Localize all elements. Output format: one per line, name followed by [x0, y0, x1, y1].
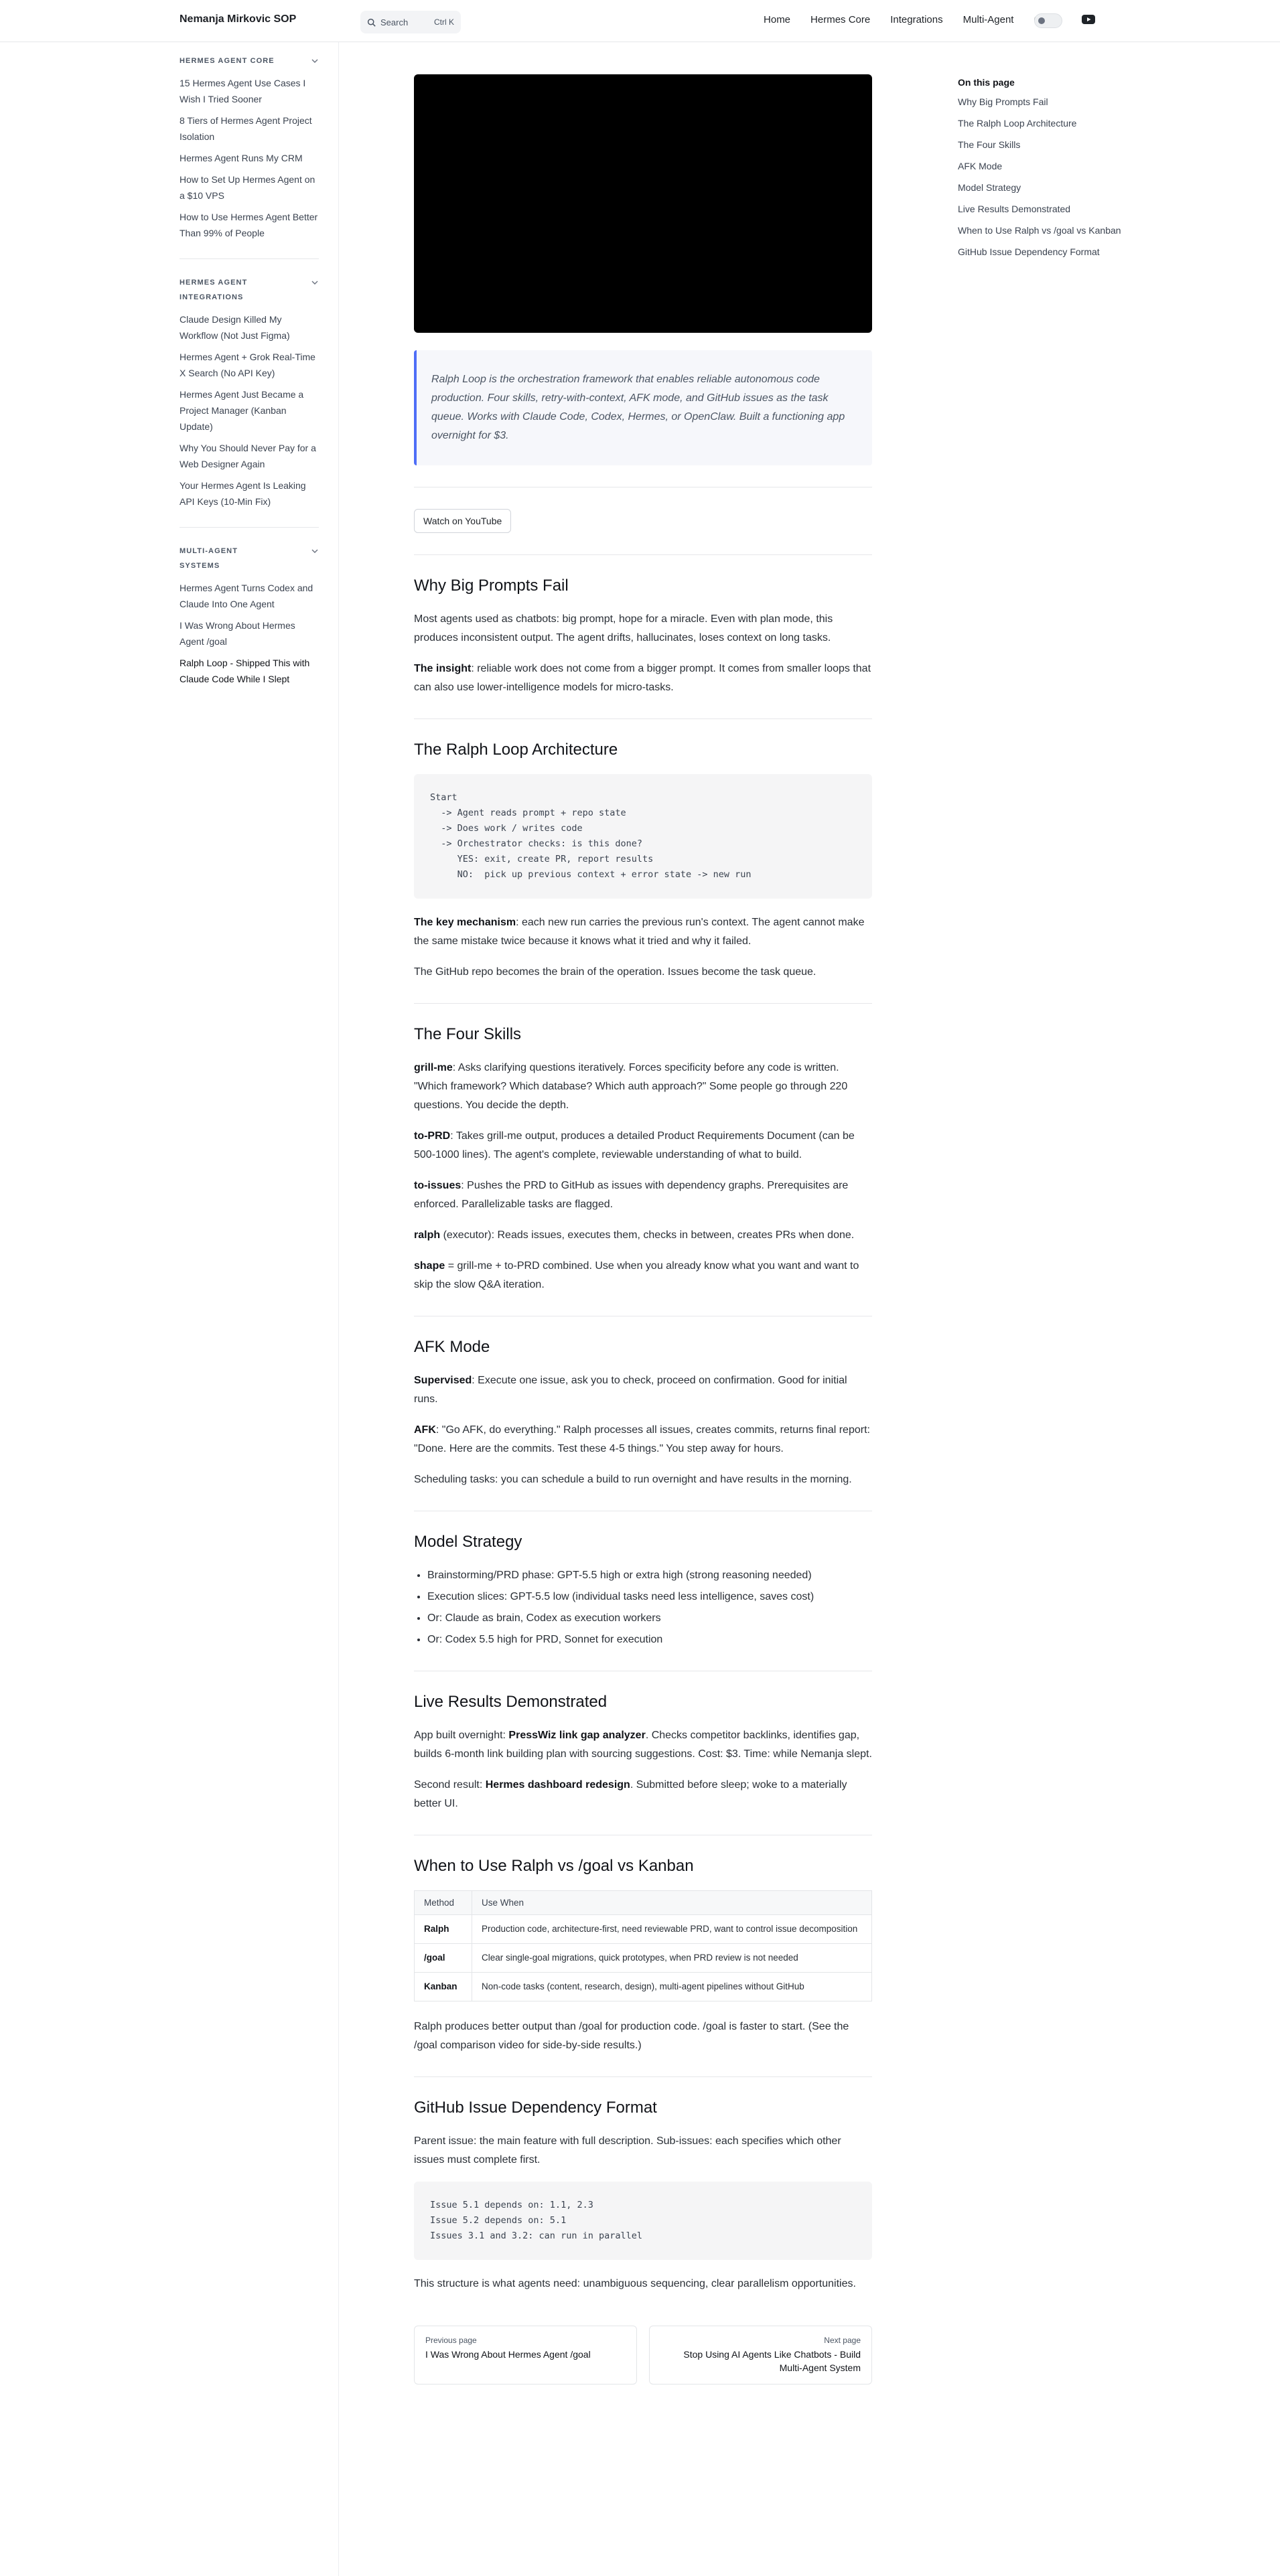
toc-item[interactable]: Why Big Prompts Fail [958, 96, 1048, 107]
page-navigation [414, 2326, 872, 2384]
sidebar-item[interactable]: Hermes Agent Turns Codex and Claude Into One Agent [180, 583, 313, 609]
sidebar-divider [338, 42, 339, 2576]
table-cell: Clear single-goal migrations, quick prototypes, when PRD review is not needed [472, 1944, 872, 1973]
sidebar-item[interactable]: 8 Tiers of Hermes Agent Project Isolation [180, 115, 312, 142]
nav-hermes-core[interactable]: Hermes Core [810, 14, 871, 25]
divider [414, 2076, 872, 2077]
bold-term: Supervised [414, 1375, 472, 1386]
sidebar-item[interactable]: How to Use Hermes Agent Better Than 99% of People [180, 212, 318, 238]
summary-callout: Ralph Loop is the orchestration framework that enables reliable autonomous code production. Four skills, retry-with-context, AFK mode, and GitHub issues as the task queue. Works with Claude Code, Codex, Hermes, or OpenClaw. Built a functioning app overnight for $3. [414, 350, 872, 465]
bold-term: The key mechanism [414, 917, 516, 928]
next-page-title: Stop Using AI Agents Like Chatbots - Build Multi-Agent System [683, 2349, 861, 2373]
paragraph [414, 1371, 872, 1409]
sidebar-item[interactable]: Hermes Agent + Grok Real-Time X Search (No API Key) [180, 352, 315, 378]
toc-title: On this page [958, 77, 1015, 88]
nav-integrations[interactable]: Integrations [890, 14, 943, 25]
previous-page-link[interactable] [414, 2326, 637, 2384]
sidebar-group-title: HERMES AGENT CORE [180, 57, 275, 65]
table-cell: Production code, architecture-first, need reviewable PRD, want to control issue decomposition [472, 1915, 872, 1944]
section-heading: The Four Skills [414, 1025, 522, 1043]
nav-multi-agent[interactable]: Multi-Agent [963, 14, 1014, 25]
next-page-label: Next page [824, 2336, 861, 2345]
toc-item[interactable]: GitHub Issue Dependency Format [958, 246, 1100, 257]
table-row [415, 1915, 872, 1944]
toc-item[interactable]: When to Use Ralph vs /goal vs Kanban [958, 225, 1121, 236]
sidebar-item[interactable]: Your Hermes Agent Is Leaking API Keys (10-Min Fix) [180, 480, 306, 507]
table-cell: /goal [415, 1944, 472, 1973]
paragraph [414, 1726, 872, 1764]
section-heading: The Ralph Loop Architecture [414, 741, 618, 759]
paragraph [414, 1226, 872, 1245]
next-page-link[interactable] [649, 2326, 872, 2384]
toc-item[interactable]: Model Strategy [958, 182, 1021, 193]
table-row [415, 1973, 872, 2001]
table-cell: Kanban [415, 1973, 472, 2001]
toc-item[interactable]: Live Results Demonstrated [958, 204, 1071, 214]
divider [414, 1003, 872, 1004]
paragraph [414, 913, 872, 951]
sidebar-item[interactable]: How to Set Up Hermes Agent on a $10 VPS [180, 174, 315, 201]
paragraph: Ralph produces better output than /goal for production code. /goal is faster to start. (See the /goal comparison video for side-by-side results.) [414, 2021, 849, 2051]
paragraph [414, 1127, 872, 1164]
section-heading: GitHub Issue Dependency Format [414, 2099, 657, 2117]
paragraph-text: : each new run carries the previous run's context. The agent cannot make the same mistake twice because it knows what it tried and why it failed. [414, 917, 865, 947]
youtube-icon[interactable] [1082, 14, 1095, 25]
sidebar-group-header[interactable] [180, 54, 319, 68]
sidebar-item[interactable]: I Was Wrong About Hermes Agent /goal [180, 620, 295, 647]
sidebar-group-header[interactable] [180, 544, 319, 573]
paragraph [414, 1177, 872, 1214]
watch-on-youtube-button[interactable]: Watch on YouTube [414, 509, 511, 533]
bold-term: ralph [414, 1229, 441, 1241]
nav-links [764, 14, 1059, 25]
toc-item[interactable]: The Ralph Loop Architecture [958, 118, 1077, 129]
paragraph-text: . Checks competitor backlinks, identifies gap, builds 6-month link building plan with sourcing suggestions. Cost: $3. Time: while Nemanja slept. [414, 1730, 872, 1760]
bold-term: Hermes dashboard redesign [485, 1779, 630, 1791]
paragraph: The GitHub repo becomes the brain of the operation. Issues become the task queue. [414, 966, 816, 978]
bold-term: to-PRD [414, 1130, 451, 1142]
section-heading: AFK Mode [414, 1338, 490, 1356]
paragraph-text: : "Go AFK, do everything." Ralph processes all issues, creates commits, returns final report: "Done. Here are the commits. Test these 4-5 things." You step away for hours. [414, 1424, 870, 1454]
section-heading: Live Results Demonstrated [414, 1693, 608, 1711]
section-heading: Model Strategy [414, 1533, 522, 1551]
paragraph-text: : Takes grill-me output, produces a detailed Product Requirements Document (can be 500-1000 lines). The agent's complete, reviewable understanding of what to build. [414, 1130, 855, 1160]
search-button[interactable] [360, 11, 461, 33]
paragraph-text: (executor): Reads issues, executes them, checks in between, creates PRs when done. [440, 1229, 855, 1241]
theme-toggle[interactable] [1034, 13, 1062, 28]
table-cell: Non-code tasks (content, research, design), multi-agent pipelines without GitHub [472, 1973, 872, 2001]
paragraph [414, 1421, 872, 1458]
paragraph-text: Second result: [414, 1779, 486, 1791]
table-header: Method [415, 1891, 472, 1915]
paragraph: Scheduling tasks: you can schedule a build to run overnight and have results in the morning. [414, 1474, 852, 1485]
code-block: Issue 5.1 depends on: 1.1, 2.3 Issue 5.2 depends on: 5.1 Issues 3.1 and 3.2: can run in parallel [414, 2182, 872, 2260]
video-embed[interactable] [414, 74, 872, 333]
sidebar-item[interactable]: Hermes Agent Runs My CRM [180, 153, 303, 163]
chevron-down-icon [311, 279, 319, 287]
divider [414, 718, 872, 719]
paragraph: Parent issue: the main feature with full description. Sub-issues: each specifies which other issues must complete first. [414, 2135, 841, 2166]
sidebar-item[interactable]: Claude Design Killed My Workflow (Not Just Figma) [180, 314, 290, 341]
search-label: Search [380, 17, 409, 27]
sidebar [180, 47, 319, 714]
list-item: • Execution slices: GPT-5.5 low (individual tasks need less intelligence, saves cost) [427, 1588, 872, 1606]
table-header-row [415, 1891, 872, 1915]
sidebar-item[interactable]: 15 Hermes Agent Use Cases I Wish I Tried Sooner [180, 78, 306, 104]
table-cell: Ralph [415, 1915, 472, 1944]
paragraph [414, 1776, 872, 1813]
sidebar-item-active[interactable]: Ralph Loop - Shipped This with Claude Code While I Slept [180, 658, 310, 684]
previous-page-label: Previous page [425, 2336, 477, 2345]
previous-page-title: I Was Wrong About Hermes Agent /goal [425, 2349, 591, 2360]
bold-term: AFK [414, 1424, 436, 1436]
section-heading: When to Use Ralph vs /goal vs Kanban [414, 1857, 694, 1875]
list-item: • Or: Claude as brain, Codex as execution workers [427, 1609, 872, 1628]
chevron-down-icon [311, 547, 319, 555]
paragraph-text: . Submitted before sleep; woke to a materially better UI. [414, 1779, 847, 1809]
sidebar-group-header[interactable] [180, 275, 319, 305]
table-of-contents [958, 77, 1121, 266]
paragraph-text: : Asks clarifying questions iteratively. Forces specificity before any code is written. "Which framework? Which database? Which auth approach?" Some people go through 220 questions. You decide the depth. [414, 1062, 848, 1111]
paragraph: Most agents used as chatbots: big prompt, hope for a miracle. Even with plan mode, this produces inconsistent output. The agent drifts, hallucinates, loses context on long tasks. [414, 613, 833, 643]
paragraph [414, 660, 872, 697]
toc-item[interactable]: AFK Mode [958, 161, 1003, 171]
chevron-down-icon [311, 57, 319, 65]
paragraph: This structure is what agents need: unambiguous sequencing, clear parallelism opportunities. [414, 2278, 856, 2289]
toc-item[interactable]: The Four Skills [958, 139, 1021, 150]
sidebar-group-multi-agent [180, 537, 319, 704]
paragraph [414, 1059, 872, 1115]
sidebar-group-integrations [180, 269, 319, 528]
search-icon [367, 18, 376, 27]
code-block: Start -> Agent reads prompt + repo state -> Does work / writes code -> Orchestrator checks: is this done? YES: exit, create PR, report results NO: pick up previous context + error state -> new run [414, 774, 872, 899]
paragraph [414, 1257, 872, 1294]
main-content [414, 74, 872, 2384]
bold-term: shape [414, 1260, 445, 1272]
paragraph-text: = grill-me + to-PRD combined. Use when you already know what you want and want to skip the slow Q&A iteration. [414, 1260, 859, 1290]
bold-term: PressWiz link gap analyzer [508, 1730, 646, 1741]
list-item: • Or: Codex 5.5 high for PRD, Sonnet for execution [427, 1631, 872, 1649]
bold-term: to-issues [414, 1180, 461, 1191]
sidebar-group-hermes-core [180, 47, 319, 259]
bold-term: The insight [414, 663, 472, 674]
table-row [415, 1944, 872, 1973]
nav-home[interactable]: Home [764, 14, 791, 25]
sidebar-item[interactable]: Hermes Agent Just Became a Project Manager (Kanban Update) [180, 389, 304, 432]
bold-term: grill-me [414, 1062, 453, 1073]
search-shortcut: Ctrl K [434, 17, 454, 27]
paragraph-text: : Execute one issue, ask you to check, proceed on confirmation. Good for initial runs. [414, 1375, 847, 1405]
comparison-table [414, 1890, 872, 2001]
sidebar-item[interactable]: Why You Should Never Pay for a Web Designer Again [180, 443, 316, 469]
top-nav [0, 0, 1280, 42]
paragraph-text: : Pushes the PRD to GitHub as issues with dependency graphs. Prerequisites are enforced. Parallelizable tasks are flagged. [414, 1180, 849, 1210]
bullet-list [427, 1566, 872, 1649]
sidebar-group-title: HERMES AGENT INTEGRATIONS [180, 279, 248, 301]
brand-logo[interactable]: Nemanja Mirkovic SOP [180, 13, 297, 25]
paragraph-text: App built overnight: [414, 1730, 509, 1741]
list-item: • Brainstorming/PRD phase: GPT-5.5 high or extra high (strong reasoning needed) [427, 1566, 872, 1585]
section-heading: Why Big Prompts Fail [414, 577, 569, 595]
table-header: Use When [472, 1891, 872, 1915]
divider [414, 554, 872, 555]
sidebar-group-title: MULTI-AGENT SYSTEMS [180, 547, 238, 570]
paragraph-text: : reliable work does not come from a bigger prompt. It comes from smaller loops that can also use lower-intelligence models for micro-tasks. [414, 663, 871, 693]
